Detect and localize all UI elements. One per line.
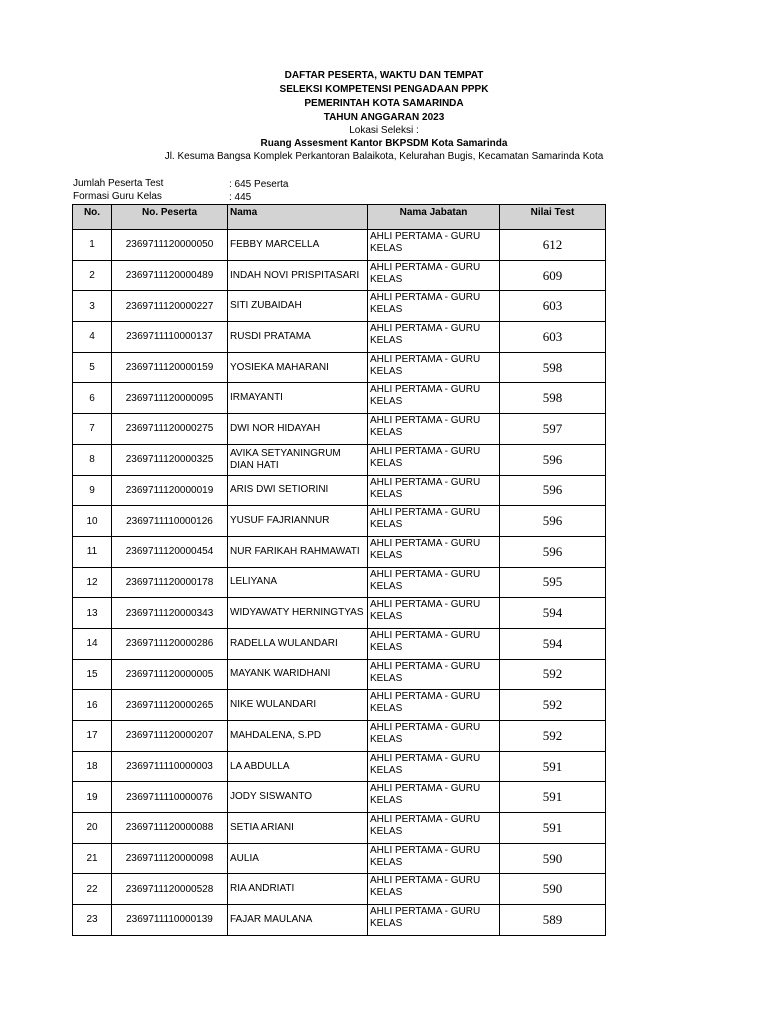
row-nama-jabatan: AHLI PERTAMA - GURU KELAS — [368, 567, 500, 598]
row-no: 12 — [73, 567, 112, 598]
row-nilai-test: 609 — [500, 260, 606, 291]
table-row — [73, 874, 606, 905]
row-nama: NUR FARIKAH RAHMAWATI — [228, 536, 368, 567]
participants-label: Jumlah Peserta Test — [73, 178, 164, 189]
table-row — [73, 751, 606, 782]
row-nama: AULIA — [228, 843, 368, 874]
row-no-peserta: 2369711120000050 — [112, 230, 228, 261]
row-no-peserta: 2369711120000265 — [112, 690, 228, 721]
row-nilai-test: 596 — [500, 444, 606, 475]
table-header-row — [73, 205, 606, 230]
row-nilai-test: 591 — [500, 782, 606, 813]
row-nilai-test: 594 — [500, 628, 606, 659]
col-header-no-peserta: No. Peserta — [112, 205, 228, 230]
row-no: 13 — [73, 598, 112, 629]
row-no: 3 — [73, 291, 112, 322]
row-no-peserta: 2369711110000003 — [112, 751, 228, 782]
row-no: 21 — [73, 843, 112, 874]
row-nama: SITI ZUBAIDAH — [228, 291, 368, 322]
row-nama-jabatan: AHLI PERTAMA - GURU KELAS — [368, 230, 500, 261]
table-row — [73, 721, 606, 752]
row-no-peserta: 2369711110000126 — [112, 506, 228, 537]
row-no-peserta: 2369711120000286 — [112, 628, 228, 659]
table-row — [73, 690, 606, 721]
row-nama: JODY SISWANTO — [228, 782, 368, 813]
table-row — [73, 659, 606, 690]
row-no-peserta: 2369711120000489 — [112, 260, 228, 291]
row-nama: ARIS DWI SETIORINI — [228, 475, 368, 506]
row-nama: LA ABDULLA — [228, 751, 368, 782]
row-no: 5 — [73, 352, 112, 383]
table-row — [73, 475, 606, 506]
row-nilai-test: 592 — [500, 721, 606, 752]
row-nama: YUSUF FAJRIANNUR — [228, 506, 368, 537]
row-nama-jabatan: AHLI PERTAMA - GURU KELAS — [368, 352, 500, 383]
formation-label: Formasi Guru Kelas — [73, 191, 162, 202]
row-nilai-test: 598 — [500, 383, 606, 414]
row-no: 8 — [73, 444, 112, 475]
row-no-peserta: 2369711120000005 — [112, 659, 228, 690]
row-nilai-test: 612 — [500, 230, 606, 261]
doc-title-line-3: PEMERINTAH KOTA SAMARINDA — [304, 98, 464, 109]
table-row — [73, 813, 606, 844]
row-nama: LELIYANA — [228, 567, 368, 598]
row-nama-jabatan: AHLI PERTAMA - GURU KELAS — [368, 721, 500, 752]
row-nilai-test: 603 — [500, 291, 606, 322]
row-nama: IRMAYANTI — [228, 383, 368, 414]
row-no: 17 — [73, 721, 112, 752]
doc-title-line-2: SELEKSI KOMPETENSI PENGADAAN PPPK — [279, 84, 489, 95]
row-no-peserta: 2369711120000019 — [112, 475, 228, 506]
row-nilai-test: 590 — [500, 843, 606, 874]
formation-value: : 445 — [229, 192, 252, 203]
row-no-peserta: 2369711120000528 — [112, 874, 228, 905]
row-nama: RUSDI PRATAMA — [228, 322, 368, 353]
row-nama-jabatan: AHLI PERTAMA - GURU KELAS — [368, 782, 500, 813]
row-nama-jabatan: AHLI PERTAMA - GURU KELAS — [368, 874, 500, 905]
row-no-peserta: 2369711120000207 — [112, 721, 228, 752]
row-nilai-test: 592 — [500, 659, 606, 690]
row-nama: RIA ANDRIATI — [228, 874, 368, 905]
row-nama-jabatan: AHLI PERTAMA - GURU KELAS — [368, 536, 500, 567]
col-header-nilai-test: Nilai Test — [500, 205, 606, 230]
row-nama: INDAH NOVI PRISPITASARI — [228, 260, 368, 291]
row-nama: FEBBY MARCELLA — [228, 230, 368, 261]
row-nilai-test: 596 — [500, 536, 606, 567]
row-no: 11 — [73, 536, 112, 567]
row-nama-jabatan: AHLI PERTAMA - GURU KELAS — [368, 475, 500, 506]
doc-title-line-1: DAFTAR PESERTA, WAKTU DAN TEMPAT — [284, 70, 484, 81]
row-no-peserta: 2369711120000098 — [112, 843, 228, 874]
row-no-peserta: 2369711110000139 — [112, 905, 228, 936]
row-nilai-test: 595 — [500, 567, 606, 598]
row-no: 23 — [73, 905, 112, 936]
row-no: 9 — [73, 475, 112, 506]
row-no-peserta: 2369711110000137 — [112, 322, 228, 353]
table-row — [73, 352, 606, 383]
row-nama-jabatan: AHLI PERTAMA - GURU KELAS — [368, 690, 500, 721]
row-no-peserta: 2369711120000343 — [112, 598, 228, 629]
col-header-no: No. — [73, 205, 112, 230]
row-no-peserta: 2369711120000325 — [112, 444, 228, 475]
row-nama-jabatan: AHLI PERTAMA - GURU KELAS — [368, 260, 500, 291]
table-row — [73, 567, 606, 598]
doc-title-line-4: TAHUN ANGGARAN 2023 — [323, 112, 445, 123]
row-nama: MAYANK WARIDHANI — [228, 659, 368, 690]
row-nama: MAHDALENA, S.PD — [228, 721, 368, 752]
table-row — [73, 322, 606, 353]
row-no: 6 — [73, 383, 112, 414]
table-row — [73, 260, 606, 291]
row-nama: YOSIEKA MAHARANI — [228, 352, 368, 383]
row-no-peserta: 2369711120000454 — [112, 536, 228, 567]
col-header-nama-jabatan: Nama Jabatan — [368, 205, 500, 230]
table-row — [73, 230, 606, 261]
table-row — [73, 536, 606, 567]
row-no: 22 — [73, 874, 112, 905]
row-nama-jabatan: AHLI PERTAMA - GURU KELAS — [368, 628, 500, 659]
row-nama-jabatan: AHLI PERTAMA - GURU KELAS — [368, 506, 500, 537]
row-no: 2 — [73, 260, 112, 291]
row-no: 14 — [73, 628, 112, 659]
row-nama-jabatan: AHLI PERTAMA - GURU KELAS — [368, 291, 500, 322]
table-row — [73, 506, 606, 537]
table-row — [73, 843, 606, 874]
row-nama-jabatan: AHLI PERTAMA - GURU KELAS — [368, 843, 500, 874]
row-no: 1 — [73, 230, 112, 261]
table-row — [73, 291, 606, 322]
table-row — [73, 414, 606, 445]
location-label: Lokasi Seleksi : — [349, 125, 419, 136]
location-name: Ruang Assesment Kantor BKPSDM Kota Samarinda — [260, 138, 508, 149]
row-nilai-test: 597 — [500, 414, 606, 445]
participants-value: : 645 Peserta — [229, 179, 289, 190]
location-address: Jl. Kesuma Bangsa Komplek Perkantoran Balaikota, Kelurahan Bugis, Kecamatan Samarinda Kota — [164, 151, 604, 162]
row-no: 18 — [73, 751, 112, 782]
row-nama: AVIKA SETYANINGRUM DIAN HATI — [228, 444, 368, 475]
row-no: 10 — [73, 506, 112, 537]
row-no: 16 — [73, 690, 112, 721]
row-nama: FAJAR MAULANA — [228, 905, 368, 936]
row-nilai-test: 591 — [500, 813, 606, 844]
row-nama-jabatan: AHLI PERTAMA - GURU KELAS — [368, 659, 500, 690]
table-row — [73, 383, 606, 414]
row-no: 19 — [73, 782, 112, 813]
row-no: 20 — [73, 813, 112, 844]
row-nama-jabatan: AHLI PERTAMA - GURU KELAS — [368, 598, 500, 629]
row-nama-jabatan: AHLI PERTAMA - GURU KELAS — [368, 444, 500, 475]
row-nilai-test: 596 — [500, 506, 606, 537]
row-nilai-test: 591 — [500, 751, 606, 782]
row-nama: NIKE WULANDARI — [228, 690, 368, 721]
row-nilai-test: 590 — [500, 874, 606, 905]
row-no-peserta: 2369711120000088 — [112, 813, 228, 844]
table-row — [73, 444, 606, 475]
table-row — [73, 598, 606, 629]
row-no: 4 — [73, 322, 112, 353]
row-nilai-test: 589 — [500, 905, 606, 936]
col-header-nama: Nama — [228, 205, 368, 230]
table-body — [73, 230, 606, 936]
table-row — [73, 782, 606, 813]
row-nilai-test: 594 — [500, 598, 606, 629]
row-no-peserta: 2369711120000159 — [112, 352, 228, 383]
row-nama: DWI NOR HIDAYAH — [228, 414, 368, 445]
row-nama-jabatan: AHLI PERTAMA - GURU KELAS — [368, 414, 500, 445]
row-no-peserta: 2369711120000095 — [112, 383, 228, 414]
row-nama-jabatan: AHLI PERTAMA - GURU KELAS — [368, 905, 500, 936]
row-nilai-test: 603 — [500, 322, 606, 353]
row-no-peserta: 2369711110000076 — [112, 782, 228, 813]
row-nama-jabatan: AHLI PERTAMA - GURU KELAS — [368, 383, 500, 414]
row-no-peserta: 2369711120000227 — [112, 291, 228, 322]
table-row — [73, 628, 606, 659]
participant-table — [72, 204, 606, 936]
row-no-peserta: 2369711120000178 — [112, 567, 228, 598]
row-nilai-test: 596 — [500, 475, 606, 506]
row-nilai-test: 598 — [500, 352, 606, 383]
table-row — [73, 905, 606, 936]
row-nama-jabatan: AHLI PERTAMA - GURU KELAS — [368, 751, 500, 782]
row-nama: SETIA ARIANI — [228, 813, 368, 844]
row-nilai-test: 592 — [500, 690, 606, 721]
row-nama-jabatan: AHLI PERTAMA - GURU KELAS — [368, 322, 500, 353]
row-nama-jabatan: AHLI PERTAMA - GURU KELAS — [368, 813, 500, 844]
row-no: 15 — [73, 659, 112, 690]
row-nama: RADELLA WULANDARI — [228, 628, 368, 659]
row-nama: WIDYAWATY HERNINGTYAS — [228, 598, 368, 629]
row-no: 7 — [73, 414, 112, 445]
row-no-peserta: 2369711120000275 — [112, 414, 228, 445]
